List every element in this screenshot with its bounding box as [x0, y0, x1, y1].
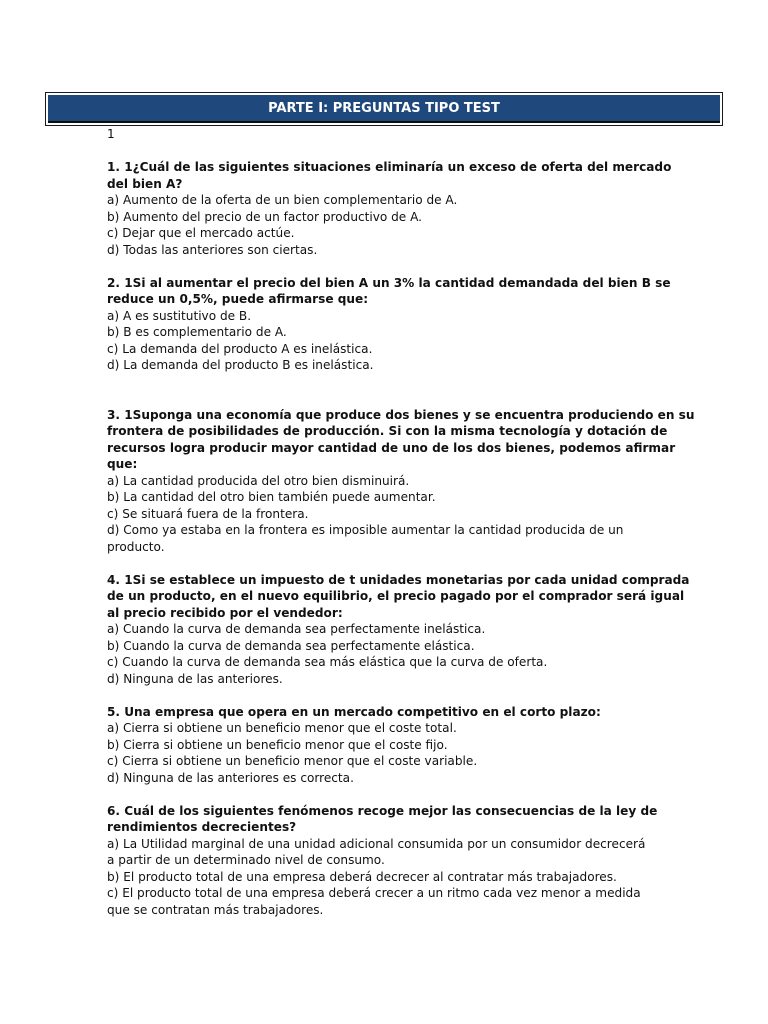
question-1-option-d: d) Todas las anteriores son ciertas.: [107, 242, 318, 257]
question-6-text: 6. Cuál de los siguientes fenómenos recoge mejor las consecuencias de la ley de rendimientos decrecientes?: [107, 803, 658, 834]
section-title: PARTE I: PREGUNTAS TIPO TEST: [48, 95, 720, 123]
question-1-option-b: b) Aumento del precio de un factor productivo de A.: [107, 209, 422, 224]
question-1: [107, 159, 672, 258]
question-5-option-a: a) Cierra si obtiene un beneficio menor que el coste total.: [107, 721, 457, 735]
question-2: [107, 275, 671, 374]
question-1-option-a: a) Aumento de la oferta de un bien complementario de A.: [107, 193, 458, 207]
section-header: [45, 92, 723, 126]
page-number: 1: [107, 127, 115, 141]
question-6-option-a: a) La Utilidad marginal de una unidad adicional consumida por un consumidor decrecerá a partir de un determinado nivel de consumo.: [107, 836, 646, 867]
question-5-option-c: c) Cierra si obtiene un beneficio menor que el coste variable.: [107, 754, 478, 768]
question-4-option-b: b) Cuando la curva de demanda sea perfectamente elástica.: [107, 638, 475, 653]
question-5-option-d: d) Ninguna de las anteriores es correcta.: [107, 770, 354, 785]
question-2-option-b: b) B es complementario de A.: [107, 325, 287, 339]
question-3-option-c: c) Se situará fuera de la frontera.: [107, 506, 309, 521]
question-5-text: 5. Una empresa que opera en un mercado competitivo en el corto plazo:: [107, 704, 601, 719]
question-2-option-d: d) La demanda del producto B es inelástica.: [107, 358, 374, 372]
question-2-option-a: a) A es sustitutivo de B.: [107, 308, 252, 323]
question-4-option-a: a) Cuando la curva de demanda sea perfectamente inelástica.: [107, 622, 486, 636]
question-3-option-d: d) Como ya estaba en la frontera es imposible aumentar la cantidad producida de un producto.: [107, 523, 624, 554]
question-1-option-c: c) Dejar que el mercado actúe.: [107, 226, 295, 240]
question-6: [107, 803, 667, 919]
question-6-option-b: b) El producto total de una empresa deberá decrecer al contratar más trabajadores.: [107, 869, 617, 884]
question-4-text: 4. 1Si se establece un impuesto de t unidades monetarias por cada unidad comprada de un producto, en el nuevo equilibrio, el precio pagado por el comprador será igual al precio recibido por el vendedor:: [107, 572, 690, 620]
question-4-option-d: d) Ninguna de las anteriores.: [107, 671, 283, 686]
question-3: [107, 407, 695, 556]
question-4-option-c: c) Cuando la curva de demanda sea más elástica que la curva de oferta.: [107, 655, 548, 669]
question-5: [107, 704, 667, 787]
question-5-option-b: b) Cierra si obtiene un beneficio menor que el coste fijo.: [107, 737, 448, 752]
document-body: [107, 126, 695, 918]
question-1-text: 1. 1¿Cuál de las siguientes situaciones eliminaría un exceso de oferta del mercado del bien A?: [107, 160, 672, 191]
question-4: [107, 572, 690, 688]
question-3-option-a: a) La cantidad producida del otro bien disminuirá.: [107, 473, 410, 488]
question-2-option-c: c) La demanda del producto A es inelástica.: [107, 341, 373, 356]
question-3-option-b: b) La cantidad del otro bien también puede aumentar.: [107, 490, 436, 504]
question-2-text: 2. 1Si al aumentar el precio del bien A un 3% la cantidad demandada del bien B se reduce un 0,5%, puede afirmarse que:: [107, 275, 671, 306]
question-6-option-c: c) El producto total de una empresa deberá crecer a un ritmo cada vez menor a medida que se contratan más trabajadores.: [107, 886, 641, 917]
question-3-text: 3. 1Suponga una economía que produce dos bienes y se encuentra produciendo en su frontera de posibilidades de producción. Si con la misma tecnología y dotación de recursos logra producir mayor cantidad de uno de los dos bienes, podemos afirmar que:: [107, 407, 695, 471]
